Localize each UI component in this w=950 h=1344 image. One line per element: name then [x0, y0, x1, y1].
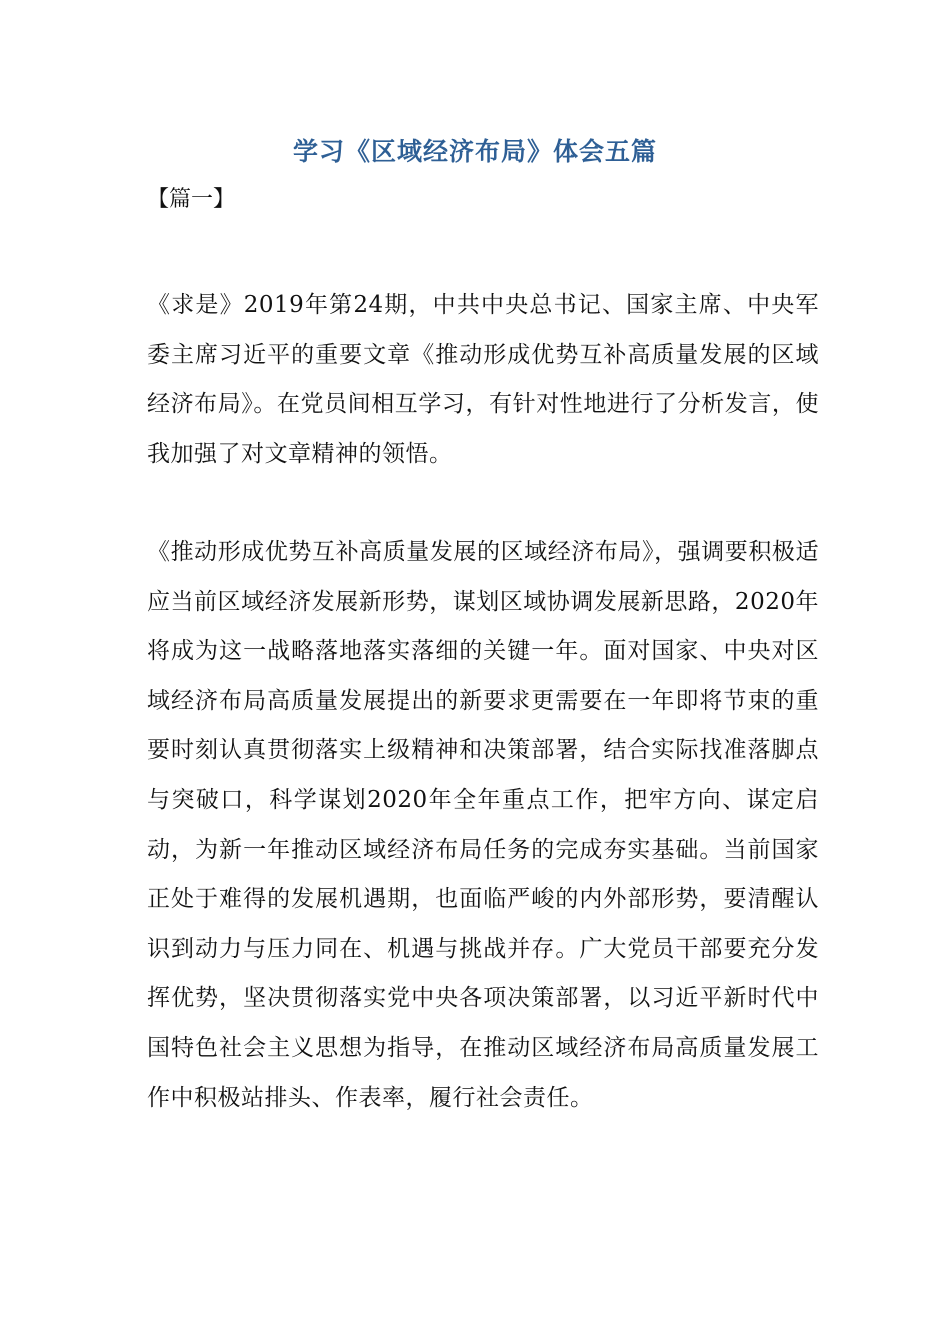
- paragraph-1: 《求是》2019年第24期，中共中央总书记、国家主席、中央军委主席习近平的重要文章《推动形成优势互补高质量发展的区域经济布局》。在党员间相互学习，有针对性地进行了分析发言，使我加强了对文章精神的领悟。: [147, 292, 819, 467]
- paragraph-2: 《推动形成优势互补高质量发展的区域经济布局》，强调要积极适应当前区域经济发展新形势，谋划区域协调发展新思路，2020年将成为这一战略落地落实落细的关键一年。面对国家、中央对区域经济布局高质量发展提出的新要求更需要在一年即将节束的重要时刻认真贯彻落实上级精神和决策部署，结合实际找准落脚点与突破口，科学谋划2020年全年重点工作，把牢方向、谋定启动，为新一年推动区域经济布局任务的完成夯实基础。当前国家正处于难得的发展机遇期，也面临严峻的内外部形势，要清醒认识到动力与压力同在、机遇与挑战并存。广大党员干部要充分发挥优势，坚决贯彻落实党中央各项决策部署，以习近平新时代中国特色社会主义思想为指导，在推动区域经济布局高质量发展工作中积极站排头、作表率，履行社会责任。: [147, 539, 819, 1111]
- section-label: 【篇一】: [147, 187, 236, 212]
- document-title: 学习《区域经济布局》体会五篇: [292, 137, 657, 166]
